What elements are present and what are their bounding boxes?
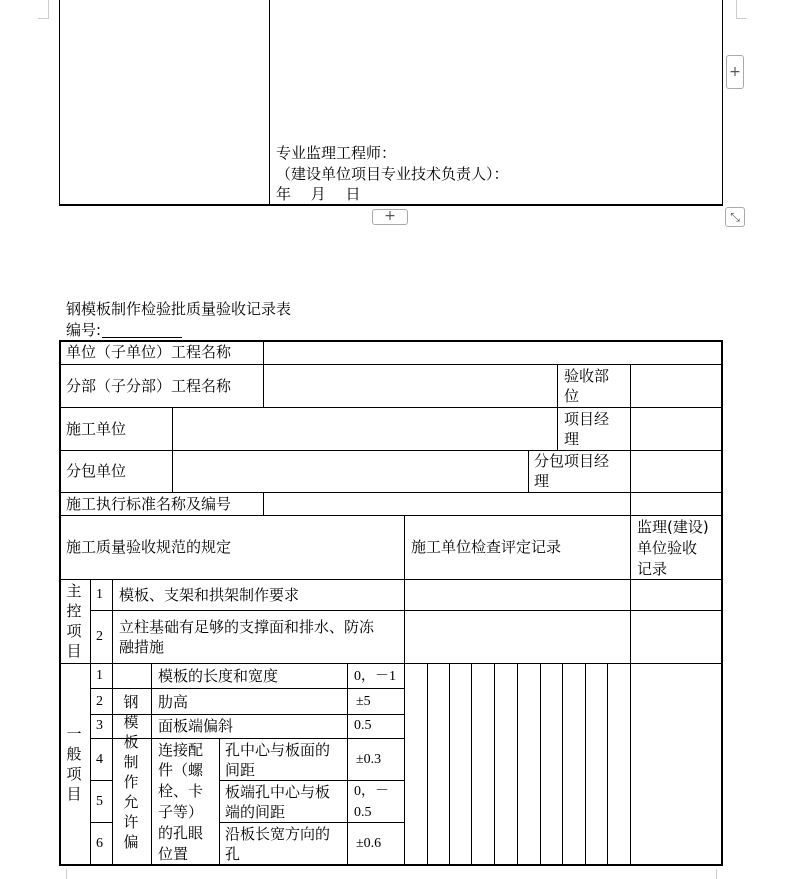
- tolerance-value: 0，－: [354, 784, 389, 799]
- general-item-text: 板端孔中心与板: [225, 783, 331, 801]
- general-item-text-cont: 间距: [225, 761, 256, 779]
- item-number: 3: [96, 718, 103, 733]
- supervise-label: 监理(建设): [637, 518, 709, 536]
- tolerance-value: ±0.3: [356, 752, 382, 767]
- page-corner-mark: [66, 869, 67, 879]
- supervise-label-3: 记录: [637, 560, 668, 578]
- group-label: 钢模板制作允许偏: [123, 693, 139, 851]
- connector-label-5: 的孔眼: [158, 824, 204, 842]
- item-number: 2: [96, 629, 103, 644]
- connector-label-6: 位置: [158, 845, 189, 863]
- page-corner-mark: [716, 869, 717, 879]
- page-corner-mark: [736, 18, 747, 19]
- add-row-button[interactable]: +: [372, 209, 408, 225]
- tolerance-value: 0.5: [354, 718, 372, 733]
- item-number: 2: [96, 694, 103, 709]
- standard-label: 施工执行标准名称及编号: [66, 495, 232, 513]
- general-item-text-cont: 孔: [225, 845, 241, 863]
- general-item-text: 肋高: [158, 693, 189, 711]
- tolerance-value-cont: 0.5: [354, 805, 372, 820]
- item-number: 1: [96, 668, 103, 683]
- sub-pm-label-cont: 理: [534, 472, 550, 490]
- table-resize-icon[interactable]: ⤡: [725, 207, 745, 227]
- date-label: 年 月 日: [276, 185, 361, 203]
- check-record-label: 施工单位检查评定记录: [411, 538, 562, 556]
- accept-part-label: 验收部: [564, 367, 610, 385]
- connector-label-4: 子等）: [158, 803, 204, 821]
- project-manager-label: 项目经: [564, 410, 610, 428]
- sub-pm-label: 分包项目经: [534, 452, 610, 470]
- sub-contractor-label: 分包单位: [66, 462, 127, 480]
- item-number: 4: [96, 752, 103, 767]
- main-item-text: 立柱基础有足够的支撑面和排水、防冻: [119, 618, 375, 636]
- accept-part-label-cont: 位: [564, 387, 580, 405]
- page-corner-mark: [38, 18, 49, 19]
- number-underline: [102, 337, 182, 338]
- project-manager-label-cont: 理: [564, 430, 580, 448]
- spec-label: 施工质量验收规范的规定: [66, 538, 232, 556]
- page-corner-mark: [48, 0, 49, 18]
- general-item-text: 模板的长度和宽度: [158, 667, 279, 685]
- item-number: 6: [96, 836, 103, 851]
- engineer-signature-label: 专业监理工程师：: [276, 144, 397, 162]
- connector-label-3: 栓、卡: [158, 782, 204, 800]
- connector-label: 连接配: [158, 741, 204, 759]
- item-number: 1: [96, 587, 103, 602]
- document-title: 钢模板制作检验批质量验收记录表: [66, 300, 292, 318]
- general-item-text-cont: 端的间距: [225, 803, 286, 821]
- add-column-button[interactable]: +: [726, 55, 744, 89]
- general-item-text: 面板端偏斜: [158, 717, 234, 735]
- connector-label-2: 件（螺: [158, 761, 204, 779]
- supervise-label-2: 单位验收: [637, 539, 698, 557]
- project-name-label: 单位（子单位）工程名称: [66, 343, 232, 361]
- general-item-text: 孔中心与板面的: [225, 741, 331, 759]
- construction-rep-label: （建设单位项目专业技术负责人）：: [276, 165, 509, 183]
- number-label: 编号:: [66, 321, 102, 339]
- tolerance-value: 0，－1: [354, 669, 396, 684]
- general-item-text: 沿板长宽方向的: [225, 825, 331, 843]
- sub-project-label: 分部（子分部）工程名称: [66, 377, 232, 395]
- item-number: 5: [96, 794, 103, 809]
- tolerance-value: ±5: [356, 694, 371, 709]
- main-item-text: 模板、支架和拱架制作要求: [119, 586, 300, 604]
- general-items-label: 一般项目: [66, 725, 82, 803]
- contractor-label: 施工单位: [66, 420, 127, 438]
- tolerance-value: ±0.6: [356, 836, 382, 851]
- page-corner-mark: [736, 0, 737, 18]
- main-items-label: 主控项目: [66, 582, 82, 660]
- main-item-text-cont: 融措施: [119, 638, 165, 656]
